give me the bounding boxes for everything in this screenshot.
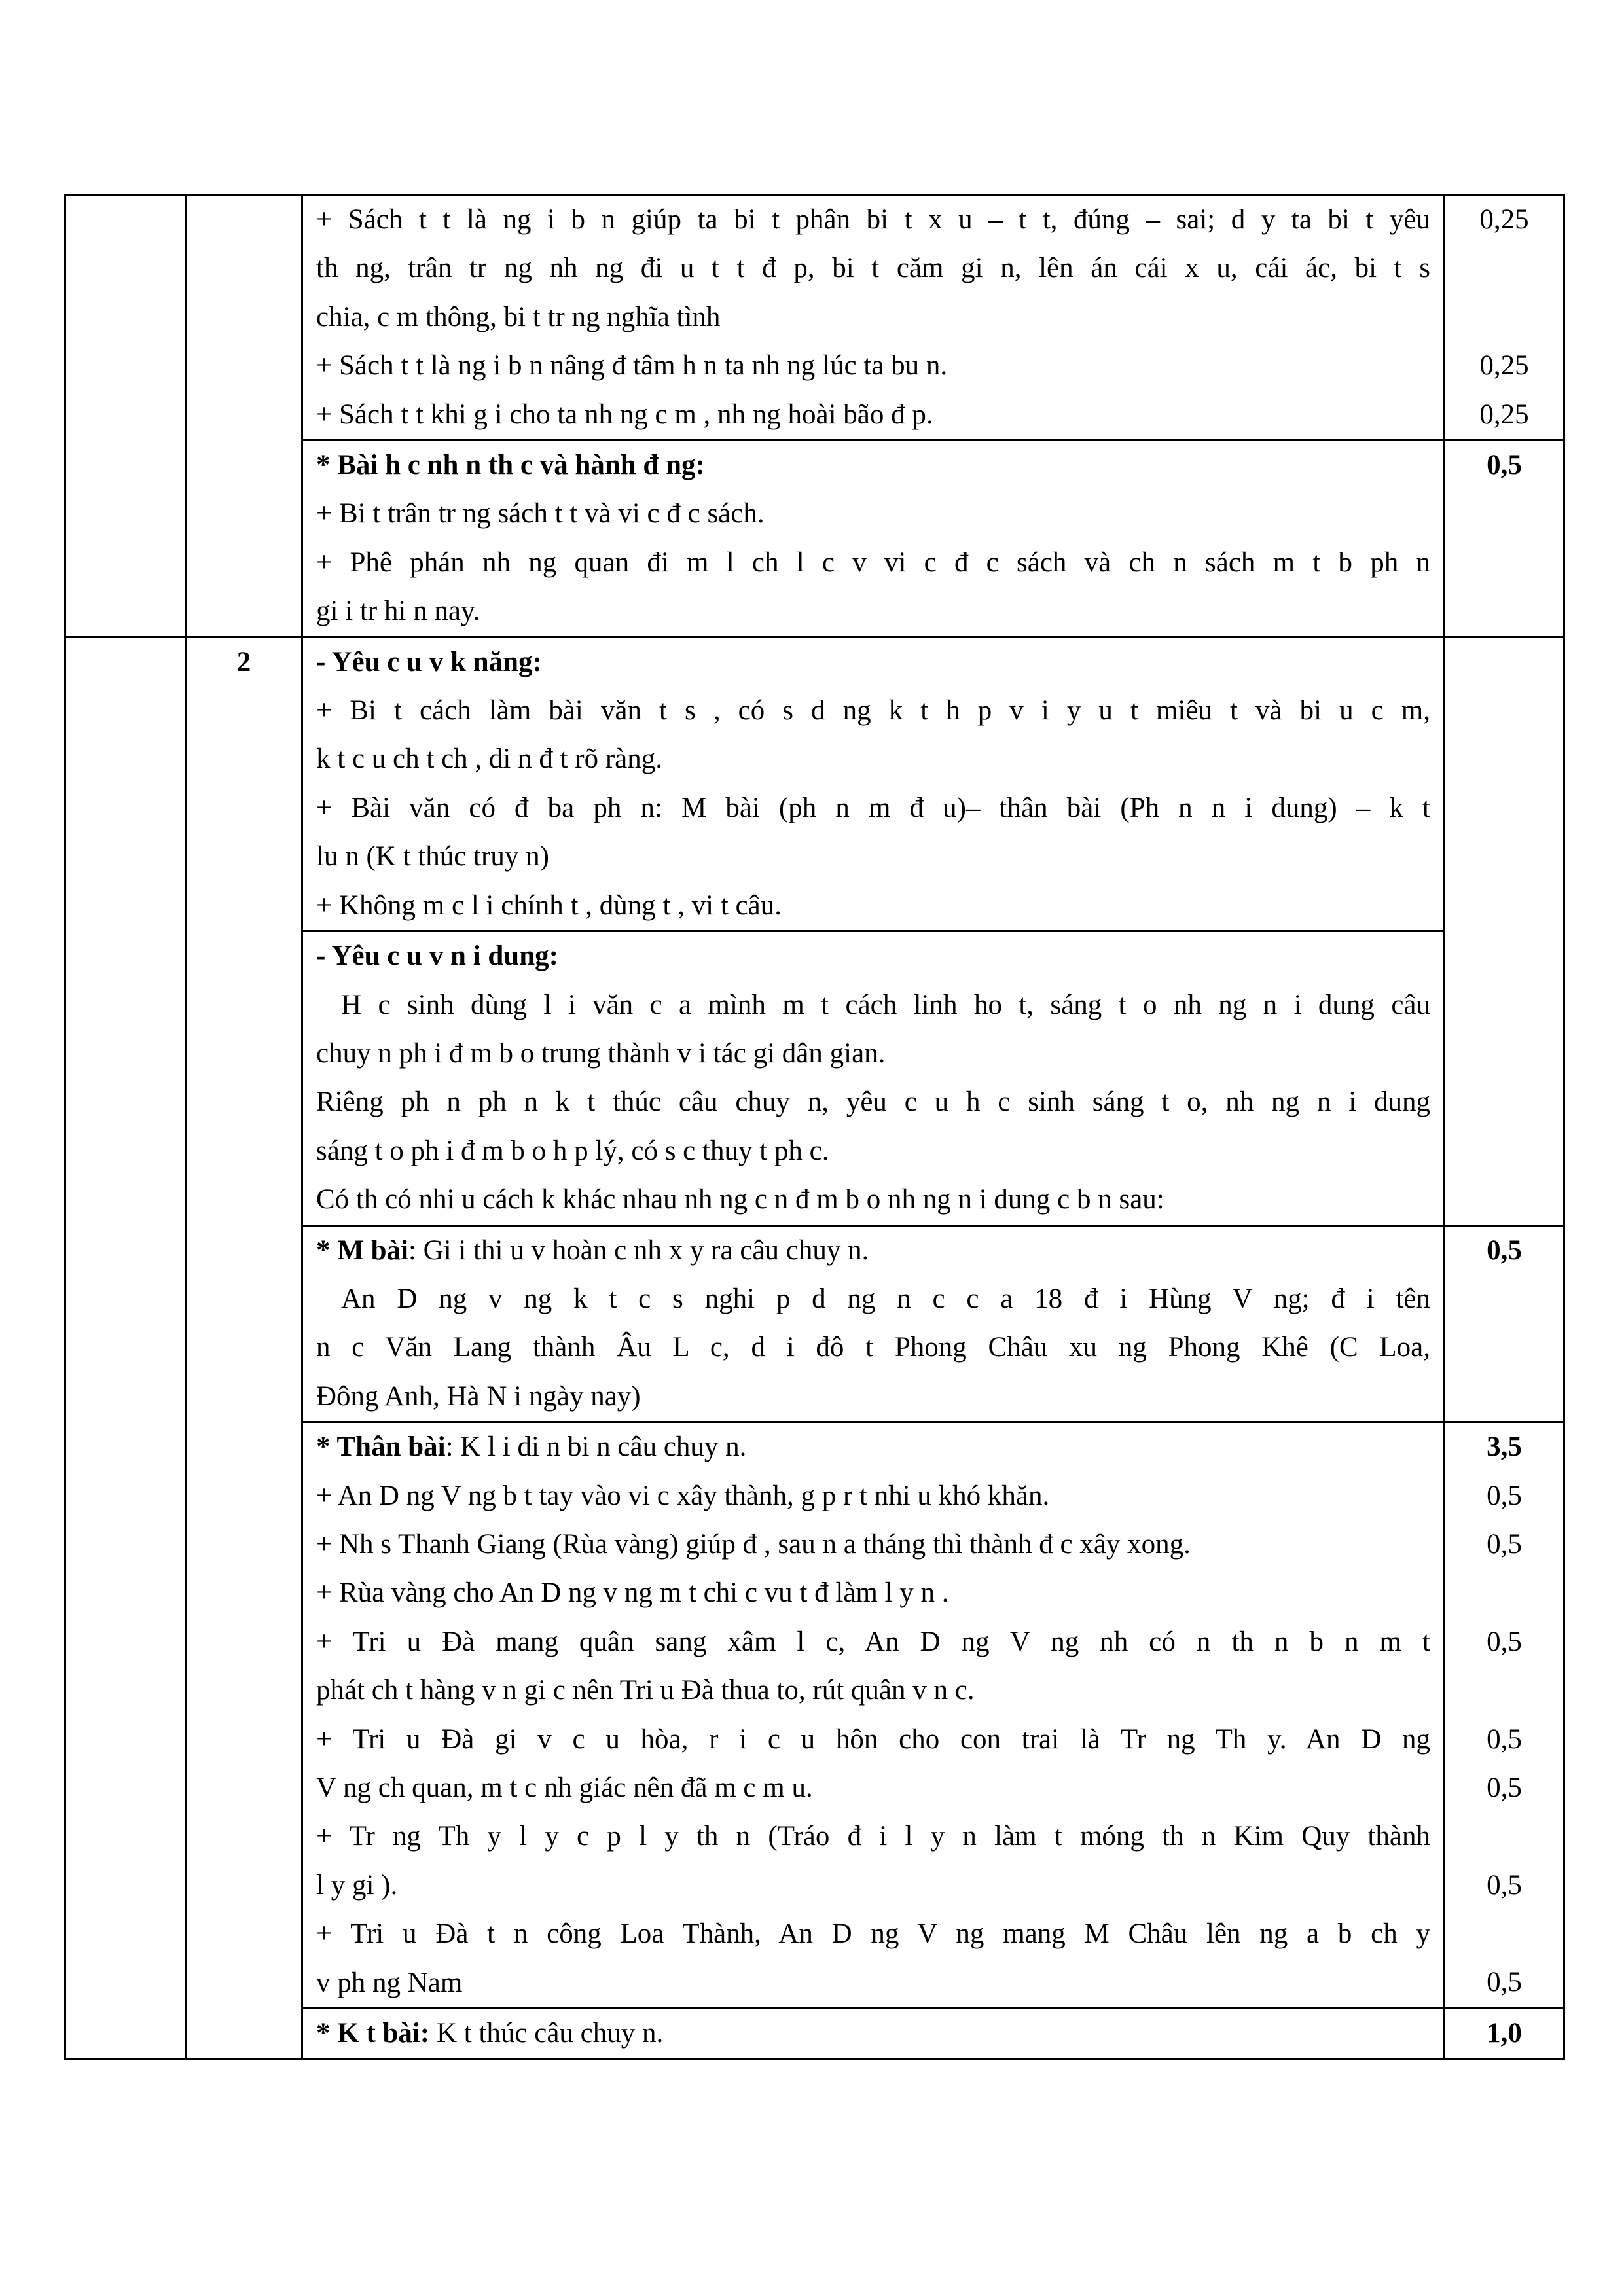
text-line: + Bài văn có đ ba ph n: M bài (ph n m đ u)– thân bài (Ph n n i dung) – k t [316, 792, 1430, 823]
text-line: k t c u ch t ch , di n đ t rõ ràng. [316, 744, 663, 775]
section-heading: - Yêu c u v k năng: [316, 646, 542, 677]
question-number: 2 [236, 646, 251, 677]
text-line: + Sách t t là ng i b n nâng đ tâm h n ta nh ng lúc ta bu n. [316, 350, 948, 382]
content-cell [302, 1225, 1445, 1422]
content-cell [302, 440, 1445, 637]
content-cell [302, 931, 1445, 1225]
text-line: + Bi t trân tr ng sách t t và vi c đ c sách. [316, 498, 765, 529]
text-line: th ng, trân tr ng nh ng đi u t t đ p, bi t căm gi n, lên án cái x u, cái ác, bi t s [316, 253, 1430, 284]
section-label: * M bài [316, 1234, 408, 1266]
text-line: + Tr ng Th y l y c p l y th n (Tráo đ i l y n làm t móng th n Kim Quy thành [316, 1821, 1430, 1852]
text-line: v ph ng Nam [316, 1967, 463, 1998]
score-value: 0,5 [1487, 1626, 1522, 1657]
score-cell [1445, 1422, 1564, 2009]
text-line: An D ng v ng k t c s nghi p d ng n c c a 18 đ i Hùng V ng; đ i tên [341, 1283, 1430, 1314]
text-line: chia, c m thông, bi t tr ng nghĩa tình [316, 301, 721, 332]
score-cell [1445, 637, 1564, 1225]
section-label: * Thân bài [316, 1431, 446, 1463]
section-text: : Gi i thi u v hoàn c nh x y ra câu chuy n. [408, 1234, 869, 1266]
text-line: Riêng ph n ph n k t thúc câu chuy n, yêu c u h c sinh sáng t o, nh ng n i dung [316, 1086, 1430, 1118]
text-line: lu n (K t thúc truy n) [316, 841, 549, 872]
score-cell [1445, 440, 1564, 637]
score-value: 3,5 [1487, 1431, 1522, 1463]
text-line: H c sinh dùng l i văn c a mình m t cách linh ho t, sáng t o nh ng n i dung câu [341, 989, 1430, 1020]
text-line: Có th có nhi u cách k khác nhau nh ng c n đ m b o nh ng n i dung c b n sau: [316, 1184, 1164, 1215]
text-line: chuy n ph i đ m b o trung thành v i tác gi dân gian. [316, 1037, 886, 1069]
score-value: 0,5 [1487, 1234, 1522, 1266]
score-value: 0,5 [1487, 1528, 1522, 1560]
text-line: l y gi ). [316, 1869, 398, 1901]
text-line: + Rùa vàng cho An D ng v ng m t chi c vu t đ làm l y n . [316, 1577, 949, 1609]
text-line: sáng t o ph i đ m b o h p lý, có s c thuy t ph c. [316, 1135, 829, 1166]
text-line: + An D ng V ng b t tay vào vi c xây thành, g p r t nhi u khó khăn. [316, 1480, 1050, 1511]
score-value: 0,5 [1487, 1723, 1522, 1755]
text-line: + Sách t t là ng i b n giúp ta bi t phân bi t x u – t t, đúng – sai; d y ta bi t yêu [316, 204, 1430, 235]
grading-table [64, 194, 1565, 2060]
text-line: + Tri u Đà gi v c u hòa, r i c u hôn cho con trai là Tr ng Th y. An D ng [316, 1723, 1430, 1755]
score-value: 1,0 [1487, 2018, 1522, 2049]
content-cell [302, 195, 1445, 440]
table-row [65, 637, 1564, 931]
section-text: : K l i di n bi n câu chuy n. [445, 1431, 747, 1463]
score-value: 0,25 [1479, 204, 1529, 235]
table-row [65, 195, 1564, 440]
score-value: 0,5 [1487, 1869, 1522, 1901]
section-text: K t thúc câu chuy n. [429, 2018, 664, 2049]
text-line: + Bi t cách làm bài văn t s , có s d ng k t h p v i y u t miêu t và bi u c m, [316, 695, 1430, 726]
text-line: + Nh s Thanh Giang (Rùa vàng) giúp đ , sau n a tháng thì thành đ c xây xong. [316, 1528, 1191, 1560]
text-line: V ng ch quan, m t c nh giác nên đã m c m u. [316, 1772, 813, 1803]
text-line: + Tri u Đà t n công Loa Thành, An D ng V ng mang M Châu lên ng a b ch y [316, 1918, 1430, 1950]
score-value: 0,5 [1487, 1967, 1522, 1998]
score-cell [1445, 1225, 1564, 1422]
score-value: 0,5 [1487, 1480, 1522, 1511]
text-line: gi i tr hi n nay. [316, 596, 480, 627]
score-cell [1445, 2009, 1564, 2059]
text-line: phát ch t hàng v n gi c nên Tri u Đà thua to, rút quân v n c. [316, 1675, 975, 1706]
section-heading: - Yêu c u v n i dung: [316, 941, 558, 972]
question-number-cell [186, 195, 302, 637]
text-line: n c Văn Lang thành Âu L c, d i đô t Phong Châu xu ng Phong Khê (C Loa, [316, 1332, 1430, 1363]
content-cell [302, 637, 1445, 931]
text-line: + Không m c l i chính t , dùng t , vi t câu. [316, 889, 782, 921]
text-line: + Tri u Đà mang quân sang xâm l c, An D ng V ng nh có n th n b n m t [316, 1626, 1430, 1657]
score-cell [1445, 195, 1564, 440]
content-cell [302, 2009, 1445, 2059]
col-empty [65, 637, 186, 2059]
score-value: 0,5 [1487, 450, 1522, 481]
score-value: 0,25 [1479, 399, 1529, 430]
col-empty [65, 195, 186, 637]
content-cell [302, 1422, 1445, 2009]
score-value: 0,5 [1487, 1772, 1522, 1803]
score-value: 0,25 [1479, 350, 1529, 382]
text-line: + Phê phán nh ng quan đi m l ch l c v vi c đ c sách và ch n sách m t b ph n [316, 547, 1430, 578]
section-heading: * Bài h c nh n th c và hành đ ng: [316, 450, 705, 481]
text-line: Đông Anh, Hà N i ngày nay) [316, 1380, 641, 1412]
section-label: * K t bài: [316, 2018, 430, 2049]
question-number-cell [186, 637, 302, 2059]
text-line: + Sách t t khi g i cho ta nh ng c m , nh ng hoài bão đ p. [316, 399, 933, 430]
